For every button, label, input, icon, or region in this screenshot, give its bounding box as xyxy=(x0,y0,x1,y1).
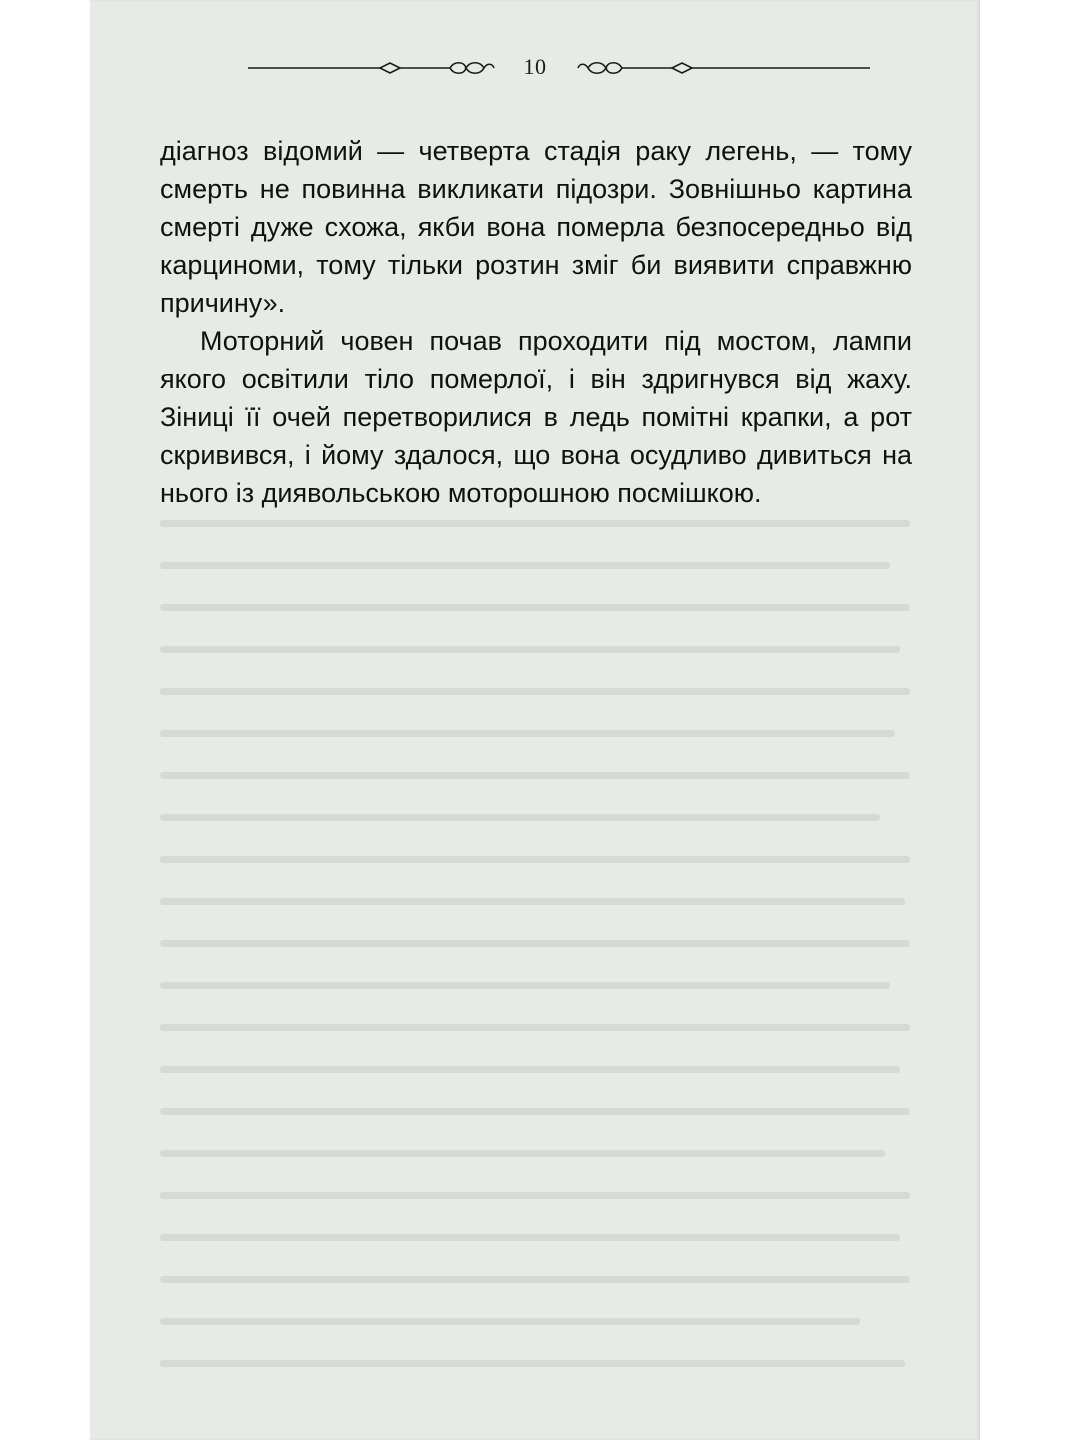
book-page xyxy=(90,0,980,1440)
paragraph: Моторний човен почав проходити під мостом, лампи якого освітили тіло померлої, і він здригнувся від жаху. Зіниці її очей перетворилися в ледь помітні крапки, а рот скривився, і йому здалося, що вона осудливо дивиться на нього із диявольською моторошною посмішкою. xyxy=(160,326,912,508)
page-number: 10 xyxy=(523,54,547,79)
paragraph: діагноз відомий — четверта стадія раку легень, — тому смерть не повинна викликати підозри. Зовнішньо картина смерті дуже схожа, якби вона померла безпосередньо від карциноми, тому тільки розтин зміг би виявити справжню причину». xyxy=(160,136,912,318)
body-text xyxy=(160,132,912,512)
